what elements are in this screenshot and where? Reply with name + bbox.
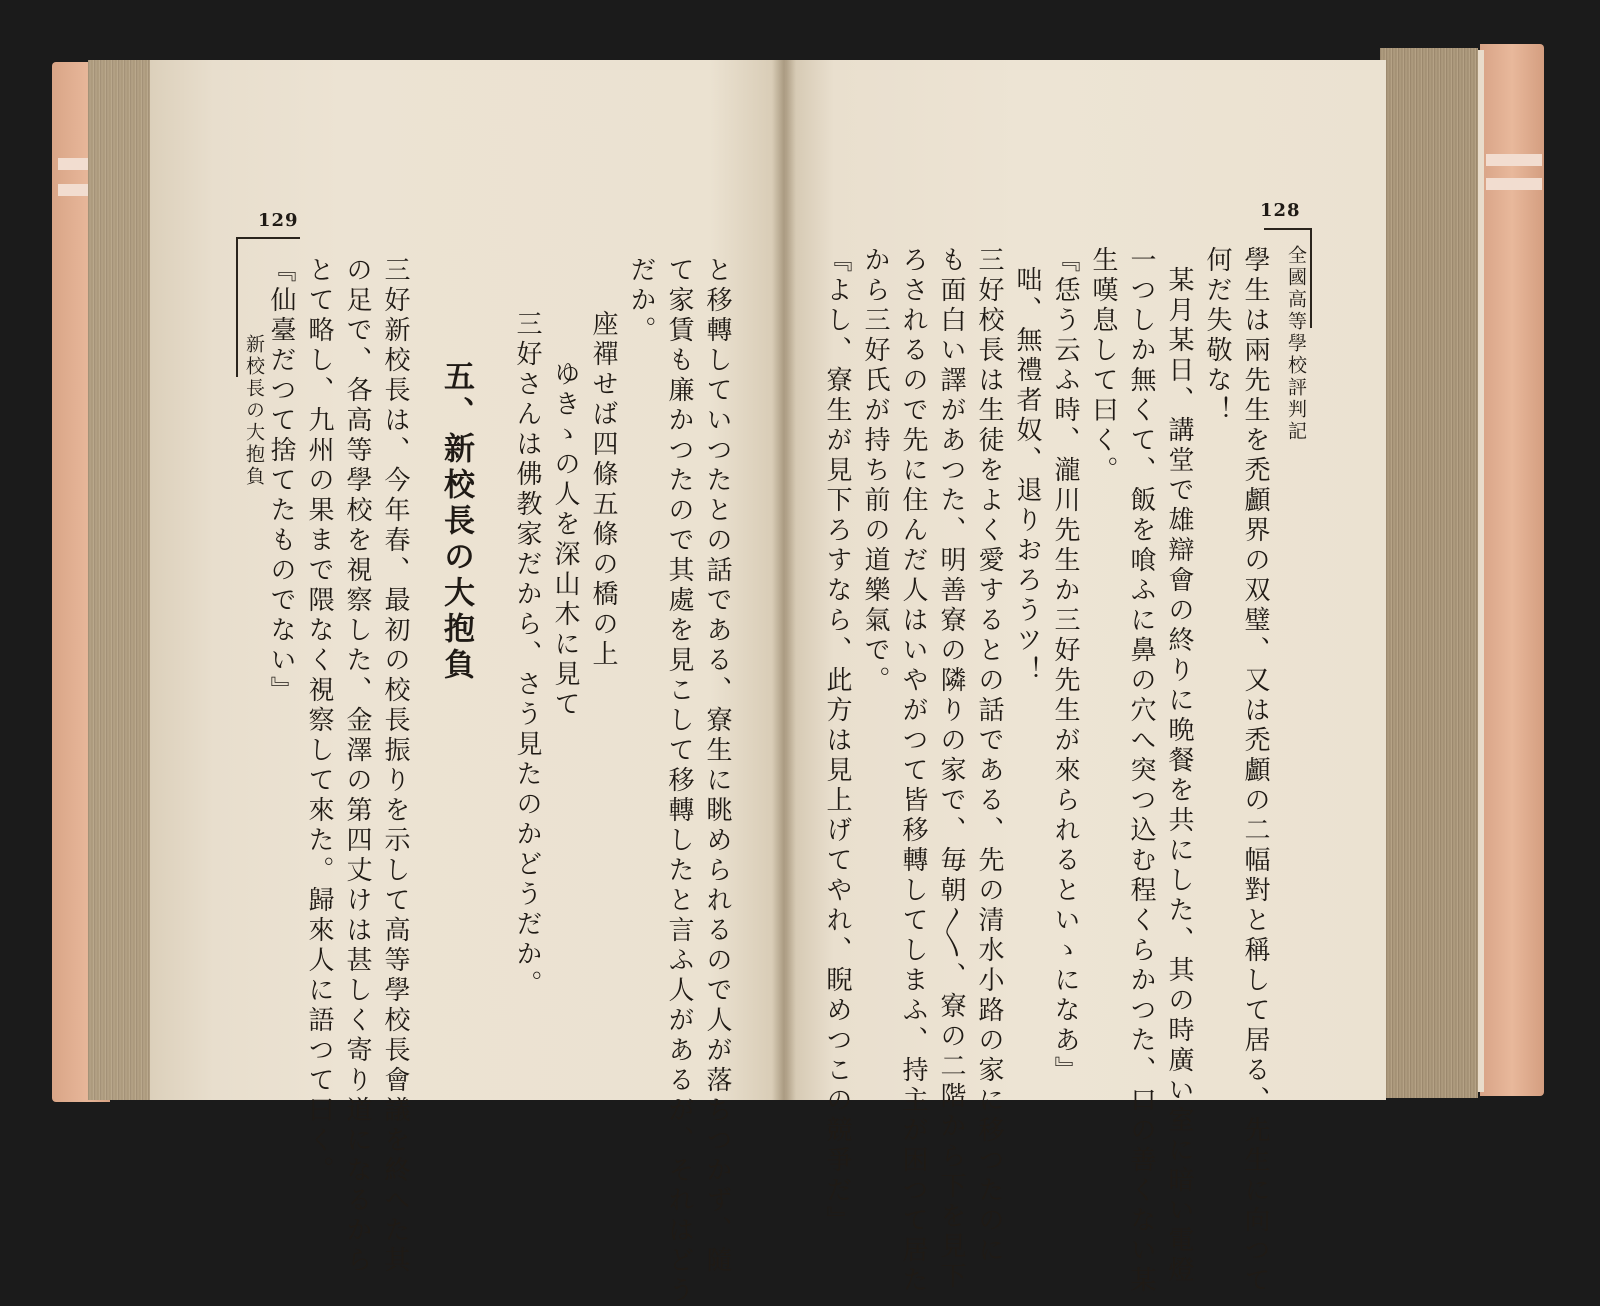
page-number: 129 [258,210,299,231]
text-column: 生嘆息して曰く。 [1088,246,1118,486]
text-column: 座禪せば四條五條の橋の上 [588,310,618,670]
text-column: 何だ失敬な！ [1202,246,1232,426]
text-column: 三好新校長は、今年春、最初の校長振りを示して高等學校長會議を終へた其 [380,256,410,1276]
header-rule [1310,228,1312,328]
header-rule [236,237,238,377]
text-column: て家賃も廉かつたので其處を見こして移轉したと言ふ人があるが、それはどう [664,256,694,1306]
text-column: も面白い譯があつた、明善寮の隣りの家で、毎朝〳〵、寮の二階から下を見下 [936,246,966,1292]
text-column: 三好校長は生徒をよく愛するとの話である、先の清水小路の家に移つたのに [974,246,1004,1266]
running-head: 新校長の大抱負 [243,334,265,488]
header-rule [236,237,300,239]
text-column: 咄、無禮者奴、退りおろうツ！ [1012,266,1042,686]
cover-stripe [1486,154,1542,166]
book-gutter [772,60,796,1100]
text-column: から三好氏が持ち前の道樂氣で。 [860,246,890,696]
text-column: 『仙臺だつて捨てたものでない』 [266,256,296,706]
text-column: 『よし、寮生が見下ろすなら、此方は見上げてやれ、睨めつこの競爭だ』 [822,246,852,1236]
running-head: 全國高等學校評判記 [1285,245,1307,443]
text-column: 一つしか無くて、飯を喰ふに鼻の穴へ突つ込む程くらかつた、口の善くない某 [1126,246,1156,1296]
text-column: ろされるので先に住んだ人はいやがつて皆移轉してしまふ、持主が困つて居た [898,246,928,1296]
text-column: 某月某日、講堂で雄辯會の終りに晩餐を共にした、其の時廣い室に暗い電燈 [1164,266,1194,1286]
section-heading: 五、新校長の大抱負 [438,360,474,684]
text-column: 三好さんは佛教家だから、さう見たのかどうだか。 [512,310,542,1000]
cover-stripe [1486,178,1542,190]
text-column: だか。 [626,256,656,346]
left-page [150,60,786,1306]
right-page [786,60,1386,1296]
right-cover [1480,44,1544,1096]
text-column: 『恁う云ふ時、瀧川先生か三好先生が來られるといゝになあ』 [1050,246,1080,1086]
text-column: と移轉していつたとの話である、寮生に眺められるので人が落ちつかず、隨 [702,256,732,1276]
text-column: 學生は兩先生を禿顱界の双璧、又は禿顱の二幅對と稱して居る、先生に向つて [1240,246,1270,1296]
text-column: とて略し、九州の果まで隈なく視察して來た。歸來人に語つて曰く。 [304,256,334,1186]
text-column: ゆきゝの人を深山木に見て [550,360,580,720]
header-rule [1264,228,1312,230]
right-page-edges [1380,48,1478,1098]
left-page-edges [88,60,158,1100]
text-column: の足で、各高等學校を視察した、金澤の第四丈けは甚しく寄り道になるから [342,256,372,1276]
page-number: 128 [1260,200,1301,221]
